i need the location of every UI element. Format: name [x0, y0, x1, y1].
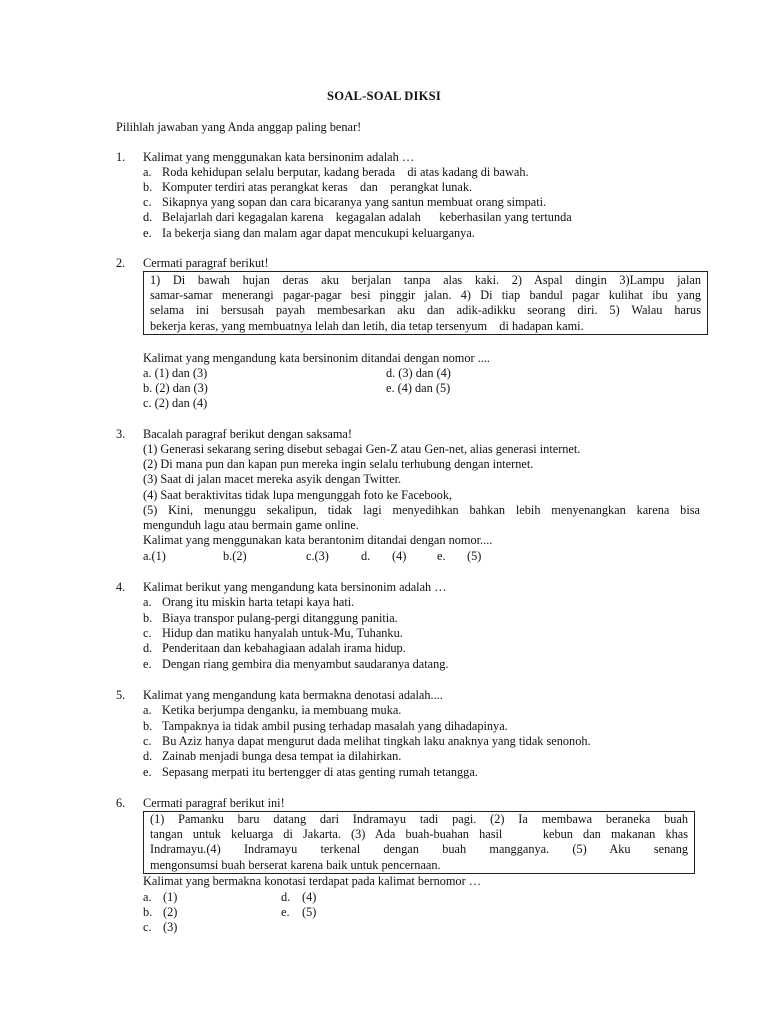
option-text: (1) [163, 890, 178, 904]
question-number: 4. [116, 580, 126, 594]
option-text: Belajarlah dari kegagalan karena kegagalan adalah keberhasilan yang tertunda [162, 210, 572, 224]
option-text: Hidup dan matiku hanyalah untuk-Mu, Tuhanku. [162, 626, 403, 640]
question-text: Kalimat yang menggunakan kata bersinonim adalah … [143, 150, 415, 164]
option-item: a.(1) [143, 549, 166, 563]
paragraph-box [143, 271, 708, 335]
paragraph-line: (3) Saat di jalan macet mereka asyik dengan Twitter. [143, 472, 402, 486]
option-label: a. [143, 165, 152, 179]
paragraph-line: bekerja keras, yang membuatnya lelah dan letih, dia tetap tersenyum di hadapan kami. [150, 318, 584, 333]
paragraph-line: selama ini bersusah payah membesarkan aku dan adik-adikku seorang diri. 5) Walau harus [150, 303, 701, 318]
option-label: e. [143, 657, 152, 671]
paragraph-line: (4) Saat beraktivitas tidak lupa mengunggah foto ke Facebook, [143, 488, 453, 502]
paragraph-line: (1) Pamanku baru datang dari Indramayu tadi pagi. (2) Ia membawa beraneka buah [150, 812, 688, 826]
option-text: Zainab menjadi bunga desa tempat ia dilahirkan. [162, 749, 402, 763]
option-item: (4) [392, 549, 407, 563]
option-label: c. [143, 195, 152, 209]
option-label: c. [143, 920, 152, 934]
option-label: d. [361, 549, 371, 563]
option-item: (5) [467, 549, 482, 563]
option-label: e. [143, 226, 152, 240]
option-text: Ia bekerja siang dan malam agar dapat mencukupi keluarganya. [162, 226, 475, 240]
option-text: Ketika berjumpa denganku, ia membuang muka. [162, 703, 402, 717]
option-label: d. [281, 890, 291, 904]
option-text: Roda kehidupan selalu berputar, kadang berada di atas kadang di bawah. [162, 165, 529, 179]
question-text: Cermati paragraf berikut! [143, 256, 269, 270]
option-label: b. [143, 905, 153, 919]
option-item: d. (3) dan (4) [386, 366, 451, 380]
option-label: b. [143, 719, 153, 733]
paragraph-line: (1) Generasi sekarang sering disebut sebagai Gen-Z atau Gen-net, alias generasi internet. [143, 442, 581, 456]
option-label: b. [143, 180, 153, 194]
question-text: Kalimat berikut yang mengandung kata bersinonim adalah … [143, 580, 447, 594]
option-label: a. [143, 595, 152, 609]
page-title: SOAL-SOAL DIKSI [327, 89, 441, 103]
option-item: c. (2) dan (4) [143, 396, 208, 410]
question-text: Cermati paragraf berikut ini! [143, 796, 285, 810]
option-item: b.(2) [223, 549, 247, 563]
option-text: Orang itu miskin harta tetapi kaya hati. [162, 595, 355, 609]
question-number: 5. [116, 688, 126, 702]
paragraph-line: Indramayu.(4) Indramayu terkenal dengan buah mangganya. (5) Aku senang [150, 842, 688, 857]
paragraph-box [143, 811, 695, 874]
option-label: e. [281, 905, 290, 919]
option-item: a. (1) dan (3) [143, 366, 208, 380]
option-text: (4) [302, 890, 317, 904]
question-text: Bacalah paragraf berikut dengan saksama! [143, 427, 352, 441]
option-text: Penderitaan dan kebahagiaan adalah irama hidup. [162, 641, 406, 655]
option-text: Biaya transpor pulang-pergi ditanggung panitia. [162, 611, 398, 625]
question-prompt: Kalimat yang menggunakan kata berantonim ditandai dengan nomor.... [143, 533, 493, 547]
option-text: Dengan riang gembira dia menyambut saudaranya datang. [162, 657, 449, 671]
option-item: c.(3) [306, 549, 329, 563]
option-label: b. [143, 611, 153, 625]
option-text: (2) [163, 905, 178, 919]
paragraph-line: (2) Di mana pun dan kapan pun mereka ingin selalu terhubung dengan internet. [143, 457, 534, 471]
option-text: Sikapnya yang sopan dan cara bicaranya yang santun membuat orang simpati. [162, 195, 547, 209]
option-label: c. [143, 626, 152, 640]
question-text: Kalimat yang mengandung kata bermakna denotasi adalah.... [143, 688, 443, 702]
option-label: d. [143, 210, 153, 224]
option-item: b. (2) dan (3) [143, 381, 208, 395]
option-label: a. [143, 703, 152, 717]
option-text: (3) [163, 920, 178, 934]
option-label: d. [143, 641, 153, 655]
paragraph-line: 1) Di bawah hujan deras aku berjalan tanpa alas kaki. 2) Aspal dingin 3)Lampu jalan [150, 273, 701, 287]
option-label: a. [143, 890, 152, 904]
instruction-text: Pilihlah jawaban yang Anda anggap paling benar! [116, 120, 362, 134]
option-text: Sepasang merpati itu bertengger di atas genting rumah tetangga. [162, 765, 478, 779]
option-text: Komputer terdiri atas perangkat keras dan perangkat lunak. [162, 180, 473, 194]
question-number: 6. [116, 796, 126, 810]
paragraph-line: tangan untuk keluarga di Jakarta. (3) Ada buah-buahan hasil kebun dan makanan khas [150, 827, 688, 842]
question-number: 1. [116, 150, 126, 164]
paragraph-line: (5) Kini, menunggu sekalipun, tidak lagi menyedihkan bahkan lebih menyenangkan karena bisa [143, 503, 700, 517]
question-number: 3. [116, 427, 126, 441]
question-prompt: Kalimat yang bermakna konotasi terdapat pada kalimat bernomor … [143, 874, 482, 888]
option-text: (5) [302, 905, 317, 919]
paragraph-line: mengonsumsi buah berserat karena baik untuk pencernaan. [150, 857, 441, 872]
option-item: e. (4) dan (5) [386, 381, 451, 395]
option-label: d. [143, 749, 153, 763]
question-prompt: Kalimat yang mengandung kata bersinonim ditandai dengan nomor .... [143, 351, 490, 365]
question-number: 2. [116, 256, 126, 270]
paragraph-line: mengunduh lagu atau bermain game online. [143, 518, 359, 532]
option-text: Tampaknya ia tidak ambil pusing terhadap masalah yang dihadapinya. [162, 719, 508, 733]
option-text: Bu Aziz hanya dapat mengurut dada melihat tingkah laku anaknya yang tidak senonoh. [162, 734, 591, 748]
option-label: e. [143, 765, 152, 779]
option-label: c. [143, 734, 152, 748]
option-label: e. [437, 549, 446, 563]
paragraph-line: samar-samar menerangi pagar-pagar besi pinggir jalan. 4) Di tiap bandul pagar kulihat ibu yang [150, 288, 701, 303]
